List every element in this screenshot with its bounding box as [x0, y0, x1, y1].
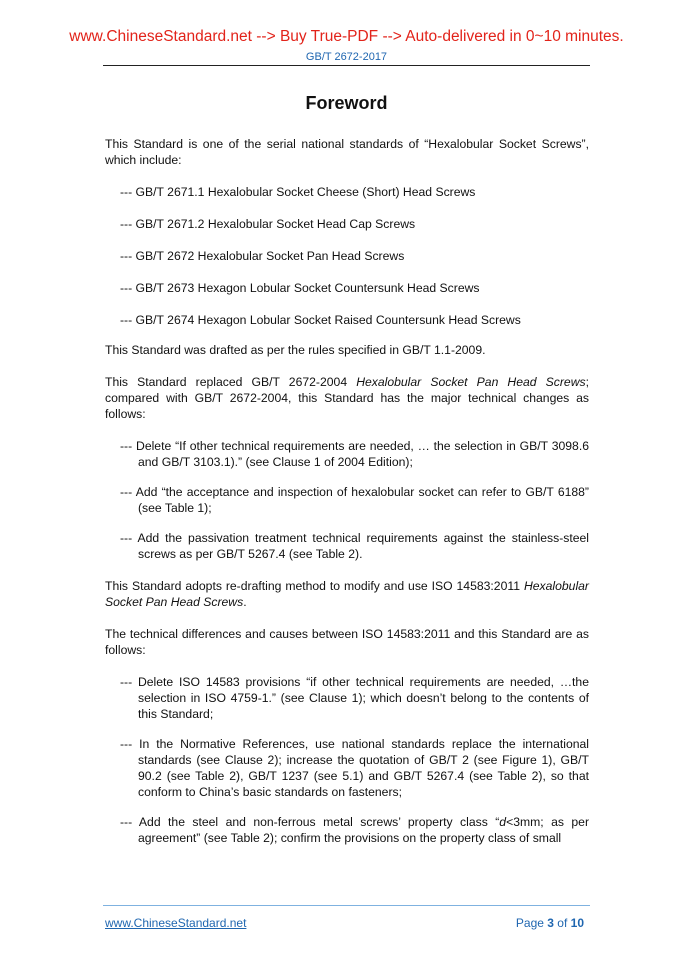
adopts-text-end: .: [243, 595, 247, 609]
difference-text: --- Add the steel and non-ferrous metal screws’ property class “: [120, 815, 500, 829]
series-item: --- GB/T 2672 Hexalobular Socket Pan Head Screws: [120, 249, 405, 263]
replaced-title: Hexalobular Socket Pan Head Screws: [356, 375, 586, 389]
difference-text-end: <3mm; as per agreement” (see Table 2); confirm the provisions on the property class of small: [138, 815, 589, 845]
difference-item: --- Delete ISO 14583 provisions “if other technical requirements are needed, …the selection in ISO 4759-1.” (see Clause 1); which doesn’t belong to the contents of this Standard;: [120, 675, 589, 721]
difference-item: --- In the Normative References, use national standards replace the international standards (see Clause 2); increase the quotation of GB/T 2 (see Figure 1), GB/T 90.2 (see Table 2), GB/T 1237 (see 5.1) and GB/T 5267.4 (see Table 2), so that conform to China’s basic standards on fasteners;: [120, 737, 589, 799]
series-item: --- GB/T 2673 Hexagon Lobular Socket Countersunk Head Screws: [120, 281, 480, 295]
replaced-text-end: ; compared with GB/T 2672-2004, this Standard has the major technical changes as follows:: [105, 375, 589, 421]
differences-intro: The technical differences and causes between ISO 14583:2011 and this Standard are as follows:: [105, 627, 589, 657]
series-item: --- GB/T 2674 Hexagon Lobular Socket Raised Countersunk Head Screws: [120, 313, 521, 327]
diameter-symbol: d: [499, 815, 507, 829]
change-item: --- Add “the acceptance and inspection of hexalobular socket can refer to GB/T 6188” (see Table 1);: [120, 485, 589, 515]
adopts-text: This Standard adopts re-drafting method to modify and use ISO 14583:2011: [105, 579, 524, 593]
page-label: Page: [515, 916, 548, 930]
document-id: GB/T 2672-2017: [305, 51, 388, 63]
document-body: [105, 136, 589, 846]
promo-banner[interactable]: www.ChineseStandard.net --> Buy True-PDF --> Auto-delivered in 0~10 minutes.: [69, 28, 624, 45]
page-indicator: [480, 916, 584, 930]
footer-site-link[interactable]: www.ChineseStandard.net: [105, 916, 247, 930]
intro-paragraph: This Standard is one of the serial national standards of “Hexalobular Socket Screws”, which include:: [105, 137, 589, 167]
difference-item: [105, 814, 589, 846]
series-item: --- GB/T 2671.1 Hexalobular Socket Cheese (Short) Head Screws: [120, 185, 476, 199]
header-divider: [103, 65, 590, 66]
change-item: --- Add the passivation treatment technical requirements against the stainless-steel screws as per GB/T 5267.4 (see Table 2).: [120, 531, 589, 561]
page-current: 3: [547, 916, 554, 930]
page-of: of: [553, 916, 571, 930]
footer-divider: [103, 905, 590, 906]
adopts-title: Hexalobular Socket Pan Head Screws: [105, 579, 589, 609]
change-item: --- Delete “If other technical requirements are needed, … the selection in GB/T 3098.6 and GB/T 3103.1).” (see Clause 1 of 2004 Edition);: [120, 439, 589, 469]
replaced-paragraph: [105, 374, 589, 422]
series-item: --- GB/T 2671.2 Hexalobular Socket Head Cap Screws: [120, 217, 416, 231]
page-total: 10: [570, 916, 584, 930]
page-title: Foreword: [305, 93, 388, 113]
drafted-paragraph: This Standard was drafted as per the rules specified in GB/T 1.1-2009.: [105, 343, 486, 357]
adopts-paragraph: [105, 578, 589, 610]
replaced-text: This Standard replaced GB/T 2672-2004: [105, 375, 357, 389]
